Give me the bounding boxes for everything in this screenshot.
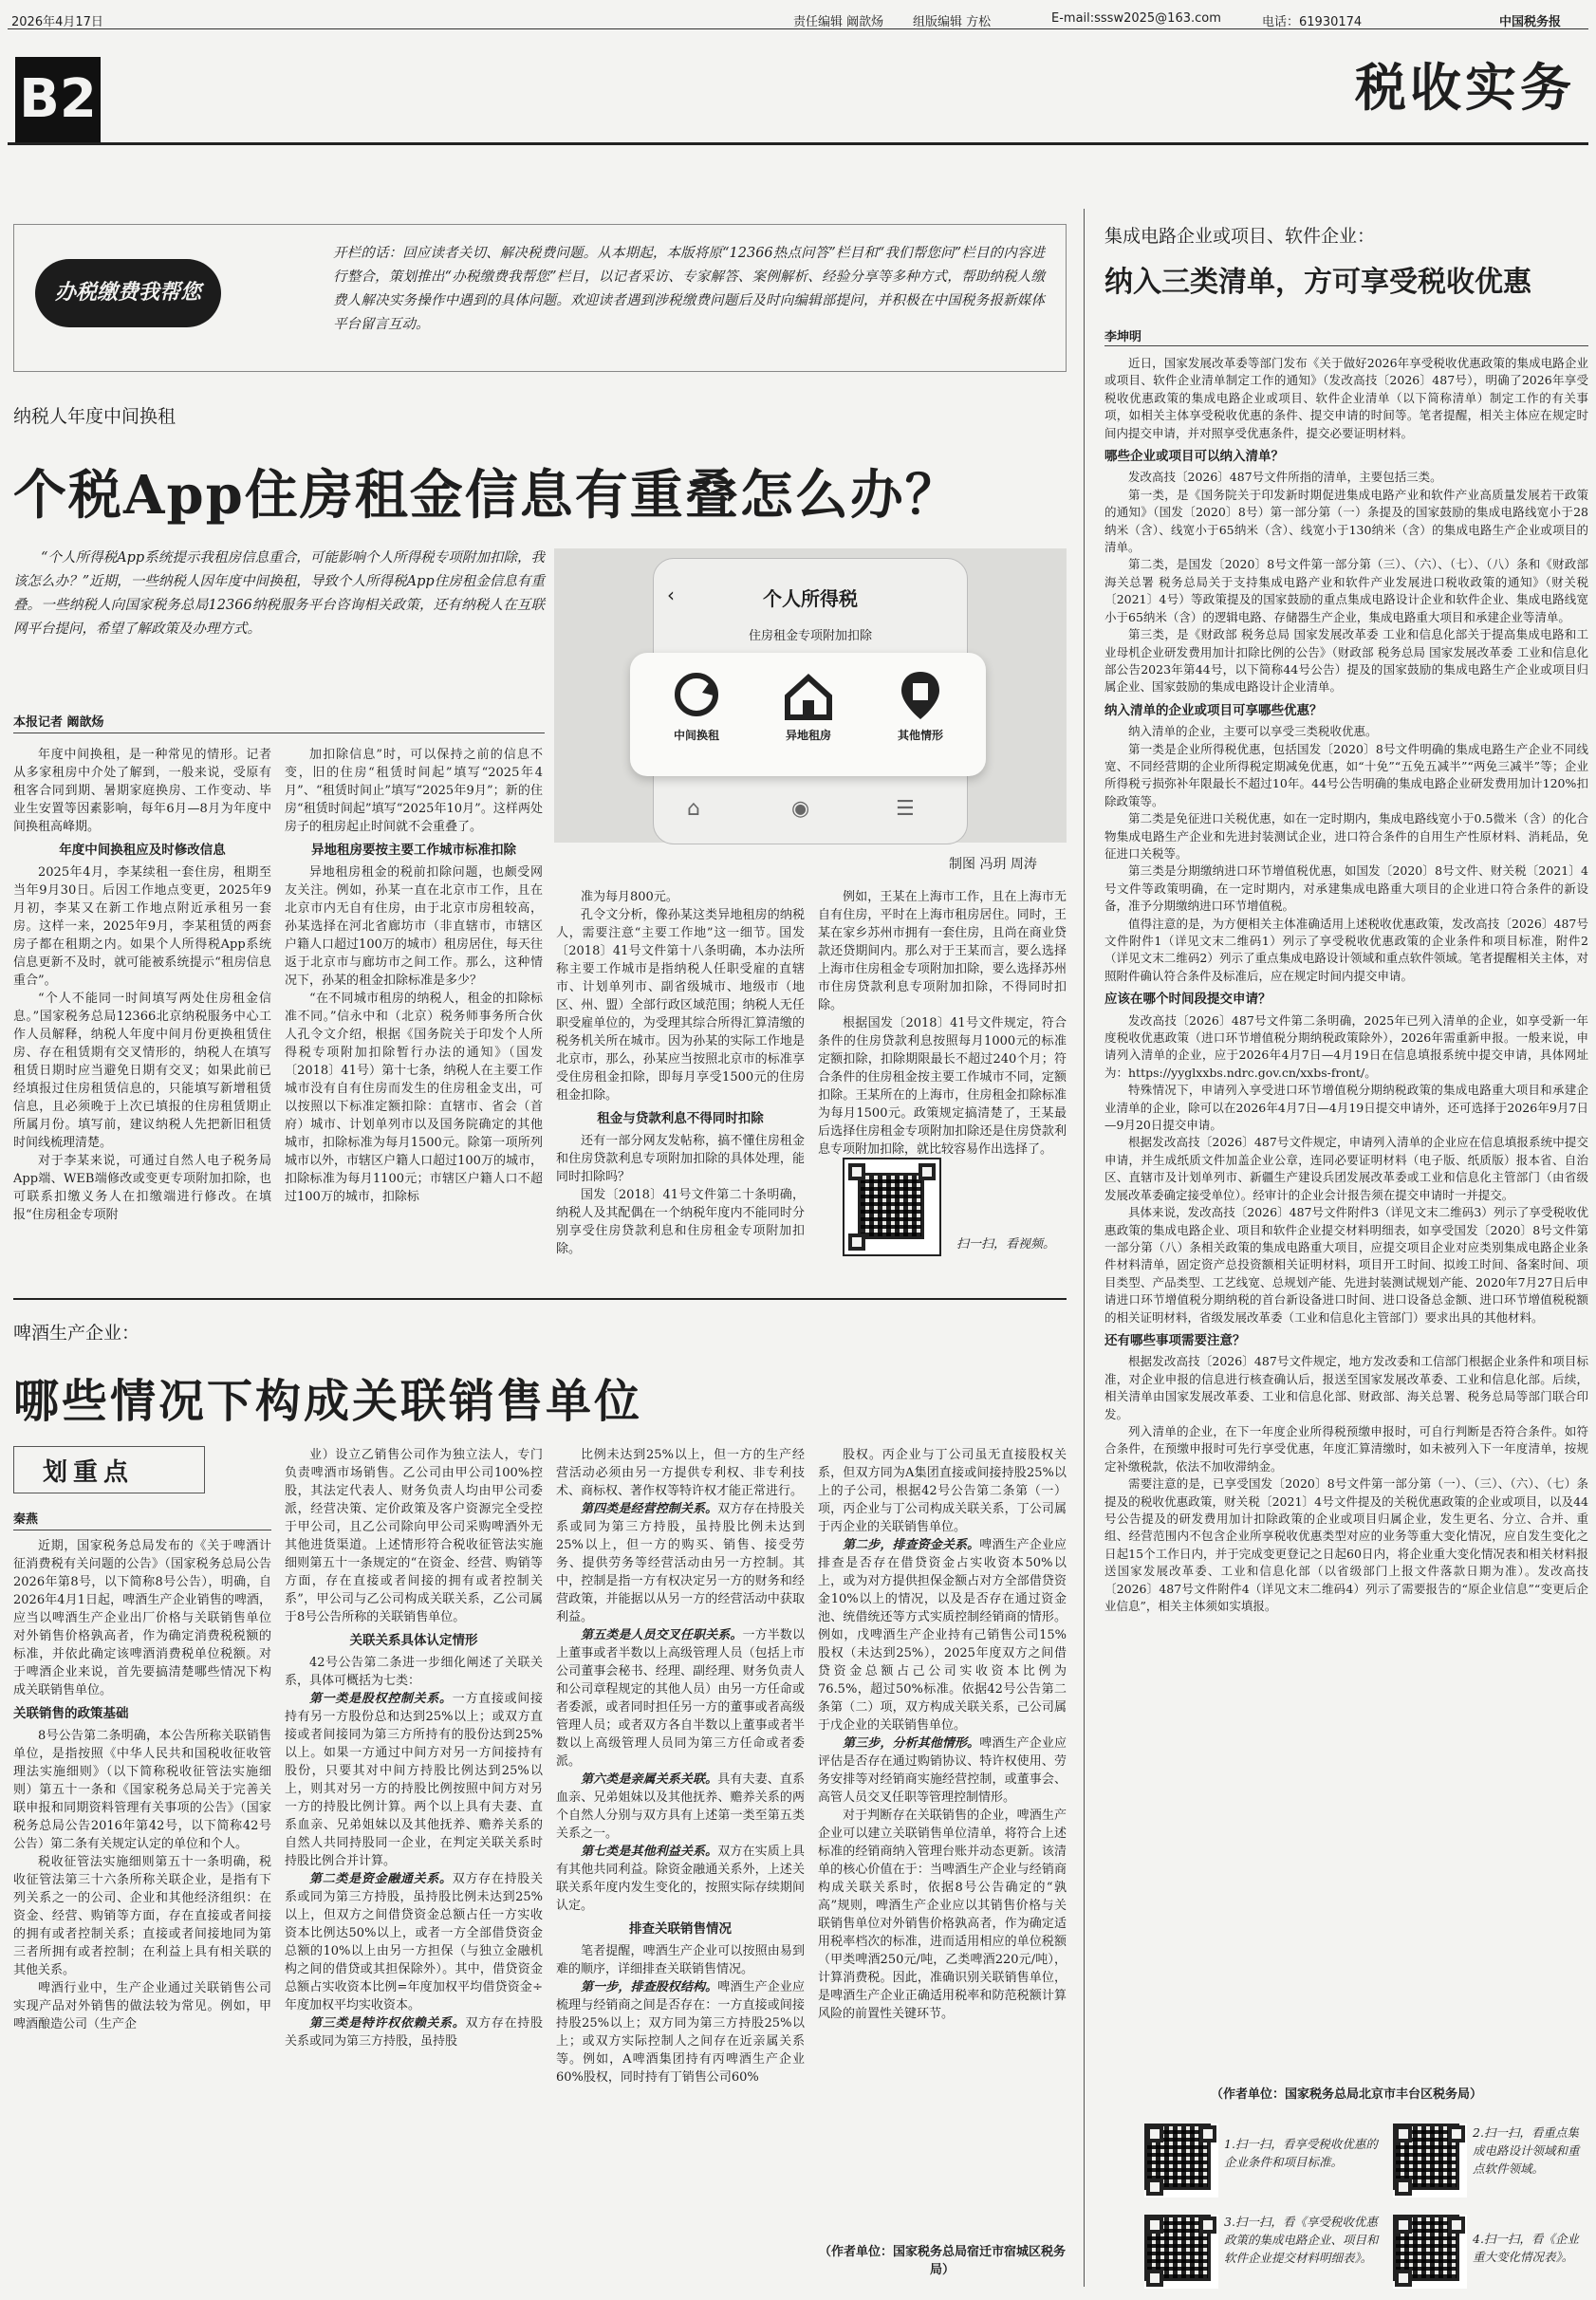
tile-label: 其他情形 <box>897 729 943 742</box>
back-chevron-icon[interactable]: ‹ <box>667 584 675 606</box>
intro-box <box>13 224 1067 372</box>
paragraph: “在不同城市租房的纳税人，租金的扣除标准不同。”信永中和（北京）税务师事务所合伙人孔令文介绍，根据《国务院关于印发个人所得税专项附加扣除暂行办法的通知》（国发〔2018〕41号）第十七条，纳税人在主要工作城市没有自有住房而发生的住房租金支出，可以按照以下标准定额扣除：直辖市、省会（首府）城市、计划单列市以及国务院确定的其他城市，扣除标准为每月1500元。除第一项所列城市以外，市辖区户籍人口超过100万的城市，扣除标准为每月1100元；市辖区户籍人口不超过100万的城市，扣除标 <box>285 992 543 1204</box>
paragraph: 近日，国家发展改革委等部门发布《关于做好2026年享受税收优惠政策的集成电路企业或项目、软件企业清单制定工作的通知》（发改高技〔2026〕487号），明确了2026年享受税收优惠政策的集成电路企业或项目、软件企业清单（以下简称清单）制定工作的有关事项，如相关主体享受税收优惠的条件、提交申请的时间等。笔者提醒，相关主体应在规定时间内提交申请，并对照享受优惠条件，提交必要证明材料。 <box>1104 356 1588 440</box>
paragraph: 发改高技〔2026〕487号文件所指的清单，主要包括三类。 <box>1128 470 1442 485</box>
paragraph: 税收征管法实施细则第五十一条明确，税收征管法第三十六条所称关联企业，是指有下列关系之一的公司、企业和其他经济组织：在资金、经营、购销等方面，存在直接或者间接的拥有或者控制关系；直接或者间接地同为第三者所拥有或者控制；在利益上具有相关联的其他关系。 <box>13 1855 271 1977</box>
paragraph: 第二步，排查资金关系。啤酒生产企业应排查是否存在借贷资金占实收资本50%以上，或为对方提供担保金额占对方全部借贷资金10%以上的情况，以及是否存在通过资金池、统借统还等方式实质控制经销商的情形。例如，戊啤酒生产企业持有己销售公司15%股权（未达到25%），2025年度双方之间借贷资金总额占己公司实收资本比例为76.5%，超过50%标准。依据42号公告第二条第（二）项，双方构成关联关系，己公司属于戊企业的关联销售单位。 <box>818 1538 1067 1733</box>
paragraph: 纳入清单的企业，主要可以享受三类税收优惠。 <box>1128 724 1378 739</box>
paragraph-lead: 第三步，分析其他情形。 <box>843 1736 980 1751</box>
key-points-label: 划重点 <box>43 1458 135 1487</box>
qr-caption-4: 4.扫一扫，看《企业重大变化情况表》。 <box>1473 2232 1579 2264</box>
group-editor: 组版编辑 方松 <box>913 15 992 29</box>
article1-lead: “个人所得税App系统提示我租房信息重合，可能影响个人所得税专项附加扣除，我该怎么办？”近期，一些纳税人因年度中间换租，导致个人所得税App住房租金信息有重叠。一些纳税人向国家税务总局12366纳税服务平台咨询相关政策，还有纳税人在互联网平台提问，希望了解政策及办理方式。 <box>13 550 545 637</box>
article2-column-1-wrap <box>13 1446 271 2072</box>
right-title: 纳入三类清单，方可享受税收优惠 <box>1104 266 1531 299</box>
subheading: 年度中间换租应及时修改信息 <box>59 843 226 858</box>
paragraph: 第五类是人员交叉任职关系。一方半数以上董事或者半数以上高级管理人员（包括上市公司董事会秘书、经理、副经理、财务负责人和公司章程规定的其他人员）由另一方任命或者委派，或者同时担任另一方的董事或者高级管理人员；或者双方各自半数以上董事或者半数以上高级管理人员同为第三方任命或者委派。 <box>556 1628 805 1769</box>
paragraph: 需要注意的是，已享受国发〔2020〕8号文件第一部分第（一）、（三）、（六）、（七）条提及的税收优惠政策，财关税〔2021〕4号文件提及的关税优惠政策的企业或项目，以及44号公告提及的研发费用加计扣除政策的企业或项目归属企业，发生更名、分立、合并、重组、经营范围内不包含企业所享税收优惠类型对应的业务等重大变化情况，应自发生变化之日起15个工作日内，并于完成变更登记之日起60日内，将企业重大变化情况表和相关材料报送国家发展改革委、工业和信息化部（以省级部门上报文件落款日期为准）。发改高技〔2026〕487号文件附件4（详见文末二维码4）列示了需要报告的“原企业信息”“变更后企业信息”，相关主体须如实填报。 <box>1104 1476 1588 1614</box>
paragraph: 第二类，是国发〔2020〕8号文件第一部分第（三）、（六）、（七）、（八）条和《财政部 海关总署 税务总局关于支持集成电路产业和软件产业发展进口税收政策的通知》（财关税〔2021〕4号）等政策提及的国家鼓励的重点集成电路设计企业和软件企业、集成电路线宽小于65纳米（含）的逻辑电路、存储器生产企业，集成电路重大项目和承建企业等清单。 <box>1104 557 1588 624</box>
paragraph: 第一类，是《国务院关于印发新时期促进集成电路产业和软件产业高质量发展若干政策的通知》（国发〔2020〕8号）第一部分第（一）条提及的国家鼓励的集成电路线宽小于28纳米（含）、线宽小于65纳米（含）、线宽小于130纳米（含）的集成电路生产企业或项目的清单。 <box>1104 487 1588 555</box>
paragraph: 第二类是免征进口关税优惠，如在一定时期内，集成电路线宽小于0.5微米（含）的化合物集成电路生产企业和先进封装测试企业，进口符合条件的自用生产性原材料、消耗品，免征进口关税等。 <box>1104 811 1588 861</box>
paragraph-lead: 第三类是特许权依赖关系。 <box>309 2016 466 2031</box>
app-title: 个人所得税 <box>763 587 858 610</box>
qr-code-video[interactable] <box>843 1158 941 1256</box>
page-number: B2 <box>15 57 101 142</box>
qr-caption-3: 3.扫一扫，看《享受税收优惠政策的集成电路企业、项目和软件企业提交材料明细表》。 <box>1224 2215 1379 2265</box>
subheading: 应该在哪个时间段提交申请？ <box>1104 992 1271 1008</box>
paragraph: 第四类是经营控制关系。双方存在持股关系或同为第三方持股，虽持股比例未达到25%以上，但一方的购买、销售、接受劳务、提供劳务等经营活动由另一方控制。其中，控制是指一方有权决定另一方的财务和经营政策，并能据以从另一方的经营活动中获取利益。 <box>556 1502 805 1624</box>
paragraph: 孔令文分析，像孙某这类异地租房的纳税人，需要注意“主要工作地”这一细节。国发〔2018〕41号文件第十八条明确，本办法所称主要工作城市是指纳税人任职受雇的直辖市、计划单列市、副省级城市、地级市（地区、州、盟）全部行政区域范围；纳税人无任职受雇单位的，为受理其综合所得汇算清缴的税务机关所在城市。因为孙某的实际工作地是北京市，那么，孙某应当按照北京市的标准享受住房租金扣除，即每月享受1500元的住房租金扣除。 <box>556 908 805 1103</box>
paragraph-lead: 第六类是亲属关系关联。 <box>581 1772 718 1787</box>
paragraph: 第七类是其他利益关系。双方在实质上具有其他共同利益。除资金融通关系外，上述关联关系年度内发生变化的，按照实际存续期间认定。 <box>556 1845 805 1913</box>
paragraph-lead: 第四类是经营控制关系。 <box>581 1502 718 1516</box>
paragraph: 准为每月800元。 <box>581 890 678 904</box>
subheading: 异地租房要按主要工作城市标准扣除 <box>311 843 516 858</box>
article1-byline: 本报记者 阚歆炀 <box>13 715 104 730</box>
right-kicker: 集成电路企业或项目、软件企业： <box>1104 226 1376 247</box>
paragraph-lead: 第一类是股权控制关系。 <box>309 1692 453 1706</box>
paragraph: 列入清单的企业，在下一年度企业所得税预缴申报时，可自行判断是否符合条件。如符合条件，在预缴申报时可先行享受优惠，年度汇算清缴时，如未被列入下一年度清单，按规定补缴税款，依法不加收滞纳金。 <box>1104 1423 1588 1474</box>
paragraph: 根据发改高技〔2026〕487号文件规定，申请列入清单的企业应在信息填报系统中提交申请，并生成纸质文件加盖企业公章，连同必要证明材料（电子版、纸质版）报本省、自治区、直辖市及计划单列市、新疆生产建设兵团发展改革委或工业和信息化主管部门（由省级发展改革委确定接受单位）。经审计的企业会计报告须在提交申请时一并提交。 <box>1104 1135 1588 1202</box>
app-bottom-icons <box>687 797 934 825</box>
header-rule <box>8 142 1588 145</box>
paragraph: 2025年4月，李某续租一套住房，租期至当年9月30日。后因工作地点变更，2025年9月初，李某又在新工作地点附近承租另一套房。这样一来，2025年9月，李某租赁的两套房子都在租期之内。如果个人所得税App系统信息更新不及时，就可能被系统提示“租房信息重合”。 <box>13 865 271 988</box>
section-divider <box>13 1298 1067 1300</box>
paragraph: 值得注意的是，为方便相关主体准确适用上述税收优惠政策，发改高技〔2026〕487号文件附件1（详见文末二维码1）列示了享受税收优惠政策的企业条件和项目标准，附件2（详见文末二维码2）列示了重点集成电路设计领域和重点软件领域。笔者提醒相关主体，对照附件确认符合条件及标准后，应在规定时间内提交申请。 <box>1104 916 1588 983</box>
paragraph: 近期，国家税务总局发布的《关于啤酒计征消费税有关问题的公告》（国家税务总局公告2026年第8号，以下简称8号公告），明确，自2026年4月1日起，啤酒生产企业销售的啤酒，应当以啤酒生产企业出厂价格与关联销售单位对外销售价格孰高者，作为确定消费税税额的标准，并依此确定该啤酒消费税单位税额。对于啤酒企业来说，首先要搞清楚哪些情况下构成关联销售单位。 <box>13 1539 271 1697</box>
article2-kicker: 啤酒生产企业： <box>13 1323 140 1344</box>
paragraph: 第三步，分析其他情形。啤酒生产企业应评估是否存在通过购销协议、特许权使用、劳务安排等对经销商实施经营控制，或董事会、高管人员交叉任职等管理控制情形。 <box>818 1736 1067 1805</box>
paragraph: 第一步，排查股权结构。啤酒生产企业应梳理与经销商之间是否存在：一方直接或间接持股25%以上；双方同为第三方持股25%以上；或双方实际控制人之间存在近亲属关系等。例如，A啤酒集团持有丙啤酒生产企业60%股权，同时持有丁销售公司60% <box>556 1980 805 2085</box>
paragraph: 特殊情况下，申请列入享受进口环节增值税分期纳税政策的集成电路重大项目和承建企业清单的企业，除可以在2026年4月7日—4月19日提交申请外，还可选择于2026年9月7日—9月20日提交申请。 <box>1104 1083 1588 1133</box>
article1-column-4 <box>818 888 1067 1157</box>
subheading: 关联关系具体认定情形 <box>349 1633 478 1648</box>
article2-column-1 <box>13 1537 271 2068</box>
qr-code-4[interactable] <box>1393 2215 1467 2289</box>
column-badge: 办税缴费我帮您 <box>35 259 221 327</box>
paragraph: 股权。丙企业与丁公司虽无直接股权关系，但双方同为A集团直接或间接持股25%以上的子公司，根据42号公告第二条第（一）项，丙企业与丁公司构成关联关系，丁公司属于丙企业的关联销售单位。 <box>818 1448 1067 1534</box>
subheading: 还有哪些事项需要注意？ <box>1104 1332 1246 1348</box>
subheading: 关联销售的政策基础 <box>13 1706 129 1721</box>
article1-title: 个税App住房租金信息有重叠怎么办？ <box>13 464 960 527</box>
right-article-body <box>1104 355 1588 2072</box>
paragraph: 8号公告第二条明确，本公告所称关联销售单位，是指按照《中华人民共和国税收征收管理法实施细则》（以下简称税收征管法实施细则）第五十一条和《国家税务总局关于完善关联申报和同期资料管理有关事项的公告》（国家税务总局公告2016年第42号，以下简称42号公告）第二条有关规定认定的单位和个人。 <box>13 1729 271 1851</box>
phone: 电话：61930174 <box>1262 15 1363 29</box>
qr-code-3[interactable] <box>1144 2215 1218 2289</box>
paragraph: 加扣除信息”时，可以保持之前的信息不变，旧的住房“租赁时间起”填写“2025年4月”、“租赁时间止”填写“2025年9月”；新的住房“租赁时间起”填写“2025年10月”。这样两处房子的租房起止时间就不会重叠了。 <box>285 748 543 834</box>
paper-name: 中国税务报 <box>1499 15 1562 29</box>
subheading: 纳入清单的企业或项目可享哪些优惠？ <box>1104 702 1323 718</box>
paragraph-lead: 第七类是其他利益关系。 <box>581 1845 718 1859</box>
intro-text: 开栏的话：回应读者关切、解决税费问题。从本期起，本版将原“12366热点问答”栏目和“我们帮您问”栏目的内容进行整合，策划推出“办税缴费我帮您”栏目，以记者采访、专家解答、案例解析、经验分享等多种方式，帮助纳税人缴费人解决实务操作中遇到的具体问题。欢迎读者遇到涉税缴费问题后及时向编辑部提问，并积极在中国税务报新媒体平台留言互动。 <box>333 246 1045 332</box>
right-byline: 李坤明 <box>1104 330 1142 344</box>
article1-column-3 <box>556 888 805 1268</box>
tile-label: 中间换租 <box>673 729 719 742</box>
tile-remote-rent[interactable] <box>761 666 856 761</box>
email: E-mail:sssw2025@163.com <box>1051 11 1221 26</box>
paragraph: 国发〔2018〕41号文件第二十条明确，纳税人及其配偶在一个纳税年度内不能同时分别享受住房贷款利息和住房租金专项附加扣除。 <box>556 1188 805 1256</box>
qr-caption-2: 2.扫一扫，看重点集成电路设计领域和重点软件领域。 <box>1473 2125 1580 2176</box>
issue-date: 2026年4月17日 <box>11 15 103 29</box>
house-icon <box>761 666 856 723</box>
qr-code-2[interactable] <box>1393 2124 1467 2198</box>
paragraph: 第三类是分期缴纳进口环节增值税优惠，如国发〔2020〕8号文件、财关税〔2021〕4号文件等政策明确，在一定时期内，对承建集成电路重大项目的企业进口符合条件的新设备，准予分期缴纳进口环节增值税。 <box>1104 863 1588 914</box>
paragraph: 第二类是资金融通关系。双方存在持股关系或同为第三方持股，虽持股比例未达到25%以上，但双方之间借贷资金总额占任一方实收资本比例达50%以上，或者一方全部借贷资金总额的10%以上由另一方担保（与独立金融机构之间的借贷或其担保除外）。其中，借贷资金总额占实收资本比例=年度加权平均借贷资金÷年度加权平均实收资本。 <box>285 1872 543 2012</box>
tile-label: 异地租房 <box>785 729 831 742</box>
paragraph: 根据发改高技〔2026〕487号文件规定，地方发改委和工信部门根据企业条件和项目标准，对企业申报的信息进行核查确认后，报送至国家发展改革委、工业和信息化部。后续，相关清单由国家发展改革委、工业和信息化部、财政部、海关总署、税务总局等部门联合印发。 <box>1104 1354 1588 1421</box>
building-icon <box>873 666 968 723</box>
paragraph: 根据国发〔2018〕41号文件规定，符合条件的住房贷款利息按照每月1000元的标准定额扣除，扣除期限最长不超过240个月；符合条件的住房租金按主要工作城市不同，定额扣除。王某所在的上海市，住房租金扣除标准为每月1500元。政策规定搞清楚了，王某最后选择住房租金专项附加扣除还是住房贷款利息专项附加扣除，就比较容易作出选择了。 <box>818 1016 1067 1157</box>
subheading: 排查关联销售情况 <box>629 1921 732 1937</box>
paragraph: 第三类，是《财政部 税务总局 国家发展改革委 工业和信息化部关于提高集成电路和工业母机企业研发费用加计扣除比例的公告》（财政部 税务总局 国家发展改革委 工业和信息化部公告2023年第44号，以下简称44号公告）提及的国家鼓励的集成电路生产企业或项目归属企业、国家鼓励的集成电路设计企业清单。 <box>1104 627 1588 695</box>
article1-column-1 <box>13 746 271 1277</box>
key-points-badge <box>13 1446 205 1493</box>
editor: 责任编辑 阚歆炀 <box>793 15 884 29</box>
paragraph: 年度中间换租，是一种常见的情形。记者从多家租房中介处了解到，一般来说，受原有租客合同到期、暑期家庭换房、工作变动、毕业生安置等因素影响，每年6月—8月为年度中间换租高峰期。 <box>13 748 271 834</box>
byline-rule <box>1104 345 1588 346</box>
paragraph: 第六类是亲属关系关联。具有夫妻、直系血亲、兄弟姐妹以及其他抚养、赡养关系的两个自然人分别与双方具有上述第一类至第五类关系之一。 <box>556 1772 805 1841</box>
list-icon[interactable]: ☰ <box>896 797 915 821</box>
article1-column-2 <box>285 746 543 1277</box>
paragraph: 啤酒行业中，生产企业通过关联销售公司实现产品对外销售的做法较为常见。例如，甲啤酒酿造公司（生产企 <box>13 1981 271 2031</box>
paragraph: 第三类是特许权依赖关系。双方存在持股关系或同为第三方持股，虽持股 <box>285 2016 543 2049</box>
paragraph: 发改高技〔2026〕487号文件第二条明确，2025年已列入清单的企业，如享受新一年度税收优惠政策（进口环节增值税分期纳税政策除外），2026年需重新申报。一般来说，申请列入清单的企业，应于2026年4月7日—4月19日在信息填报系统中提交申请，具体网址为：https://yyglxxbs.ndrc.gov.cn/xxbs-front/。 <box>1104 1012 1588 1080</box>
paragraph: 比例未达到25%以上，但一方的生产经营活动必须由另一方提供专利权、非专利技术、商标权、著作权等特许权才能正常进行。 <box>556 1448 805 1498</box>
qr-code-1[interactable] <box>1144 2124 1218 2198</box>
paragraph-lead: 第一步，排查股权结构。 <box>581 1980 718 1994</box>
tax-bureau-icon[interactable]: ⌂ <box>687 797 700 821</box>
paragraph: 例如，王某在上海市工作，且在上海市无自有住房，平时在上海市租房居住。同时，王某在家乡苏州市拥有一套住房，且尚在商业贷款还贷期间内。那么对于王某而言，要么选择上海市住房租金专项附加扣除，要么选择苏州市住房贷款利息专项附加扣除，不得同时扣除。 <box>818 890 1067 1012</box>
paragraph-lead: 第二类是资金融通关系。 <box>309 1872 453 1886</box>
paragraph: 第一类是企业所得税优惠，包括国发〔2020〕8号文件明确的集成电路生产企业不同线宽、不同经营期的企业所得税定期减免优惠，如“十免”“五免五减半”“两免三减半”等；企业所得税亏损弥补年限最长不超过10年。44号公告明确的集成电路企业研发费用加计120%扣除政策等。 <box>1104 741 1588 808</box>
paragraph-lead: 第五类是人员交叉任职关系。 <box>581 1628 743 1642</box>
article2-column-2 <box>285 1446 543 2272</box>
qr-caption-1: 1.扫一扫，看享受税收优惠的企业条件和项目标准。 <box>1224 2137 1378 2169</box>
article1-kicker: 纳税人年度中间换租 <box>13 406 176 427</box>
qr-caption: 扫一扫，看视频。 <box>956 1237 1056 1252</box>
article2-column-3 <box>556 1446 805 2272</box>
article2-title: 哪些情况下构成关联销售单位 <box>13 1375 643 1428</box>
subheading: 哪些企业或项目可以纳入清单？ <box>1104 449 1284 465</box>
right-author-unit: （作者单位：国家税务总局北京市丰台区税务局） <box>1210 2087 1482 2102</box>
app-subtitle: 住房租金专项附加扣除 <box>748 629 872 643</box>
paragraph-lead: 第二步，排查资金关系。 <box>843 1538 980 1552</box>
location-icon[interactable]: ◉ <box>791 797 810 821</box>
paragraph: 具体来说，发改高技〔2026〕487号文件附件3（详见文末二维码3）列示了享受税收优惠政策的集成电路企业、项目和软件企业提交材料明细表，如享受国发〔2020〕8号文件第一部分第（八）条相关政策的集成电路重大项目，应提交项目企业对应类别集成电路企业条件材料清单，固定资产总投资额相关证明材料，项目开工时间、拟竣工时间、备案时间、项目类型、产品类型、工艺线宽、总规划产能、先进封装测试规划产能、2020年7月27日后申请进口环节增值税分期纳税的首台新设备进口时间、进口设备总金额、进口环节增值税税额的相关证明材料，省级发展改革委（工业和信息化主管部门）要求出具的其他材料。 <box>1104 1205 1588 1325</box>
app-illustration <box>554 548 1067 843</box>
image-credit: 制图 冯玥 周涛 <box>949 857 1037 872</box>
paragraph: 还有一部分网友发帖称，搞不懂住房租金和住房贷款利息专项附加扣除的具体处理，能同时扣除吗？ <box>556 1134 805 1184</box>
article2-column-4 <box>818 1446 1067 2234</box>
refresh-icon <box>649 666 744 723</box>
tile-panel <box>630 653 986 776</box>
column-divider <box>1084 209 1085 2287</box>
paragraph: 第一类是股权控制关系。一方直接或间接持有另一方股份总和达到25%以上；或双方直接或者间接同为第三方所持有的股份达到25%以上。如果一方通过中间方对另一方间接持有股份，只要其对中间方持股比例达到25%以上，则其对另一方的持股比例按照中间方对另一方的持股比例计算。两个以上具有夫妻、直系血亲、兄弟姐妹以及其他抚养、赡养关系的自然人共同持股同一企业，在判定关联关系时持股比例合并计算。 <box>285 1692 543 1868</box>
paragraph: 对于判断存在关联销售的企业，啤酒生产企业可以建立关联销售单位清单，将符合上述标准的经销商纳入管理台账并动态更新。该清单的核心价值在于：当啤酒生产企业与经销商构成关联关系时，依据8号公告确定的“孰高”规则，啤酒生产企业应以其销售价格与关联销售单位对外销售价格孰高者，作为确定适用税率档次的标准，进而适用相应的单位税额（甲类啤酒250元/吨，乙类啤酒220元/吨），计算消费税。因此，准确识别关联销售单位，是啤酒生产企业正确适用税率和防范税额计算风险的前置性关键环节。 <box>818 1808 1067 2021</box>
tile-other[interactable] <box>873 666 968 761</box>
section-title: 税收实务 <box>1355 57 1575 118</box>
subheading: 租金与贷款利息不得同时扣除 <box>597 1111 764 1126</box>
tile-change-rent[interactable] <box>649 666 744 761</box>
paragraph: 对于李某来说，可通过自然人电子税务局App端、WEB端修改或变更专项附加扣除，也可联系扣缴义务人在扣缴端进行修改。在填报“住房租金专项附 <box>13 1154 271 1222</box>
paragraph: 笔者提醒，啤酒生产企业可以按照由易到难的顺序，详细排查关联销售情况。 <box>556 1944 805 1976</box>
paragraph: 业）设立乙销售公司作为独立法人，专门负责啤酒市场销售。乙公司由甲公司100%控股，其法定代表人、财务负责人均由甲公司委派，经营决策、定价政策及客户资源完全受控于甲公司，且乙公司除向甲公司采购啤酒外无其他进货渠道。上述情形符合税收征管法实施细则第五十一条规定的“在资金、经营、购销等方面，存在直接或者间接的拥有或者控制关系”，甲公司与乙公司构成关联关系，乙公司属于8号公告所称的关联销售单位。 <box>285 1448 543 1624</box>
paragraph: “个人不能同一时间填写两处住房租金信息。”国家税务总局12366北京纳税服务中心工作人员解释，纳税人年度中间月份更换租赁住房、存在租赁期有交叉情形的，纳税人在填写租赁日期时应当避免日期有交叉；如果此前已经填报过住房租赁信息的，只能填写新增租赁信息，且必须晚于上次已填报的住房租赁期止所属月份。填写前，建议纳税人先把新旧租赁时间线梳理清楚。 <box>13 992 271 1150</box>
masthead-bar <box>8 8 1588 29</box>
paragraph: 42号公告第二条进一步细化阐述了关联关系，具体可概括为七类： <box>285 1656 543 1688</box>
article2-author-unit: （作者单位：国家税务总局宿迁市宿城区税务局） <box>818 2245 1066 2277</box>
article2-byline: 秦燕 <box>13 1512 39 1527</box>
paragraph: 异地租房租金的税前扣除问题，也颇受网友关注。例如，孙某一直在北京市工作，且在北京市内无自有住房，由于北京市房租较高，孙某选择在河北省廊坊市（非直辖市，市辖区户籍人口超过100万的城市）租房居住，每天往返于北京市与廊坊市之间工作。那么，这种情况下，孙某的租金扣除标准是多少？ <box>285 865 543 988</box>
